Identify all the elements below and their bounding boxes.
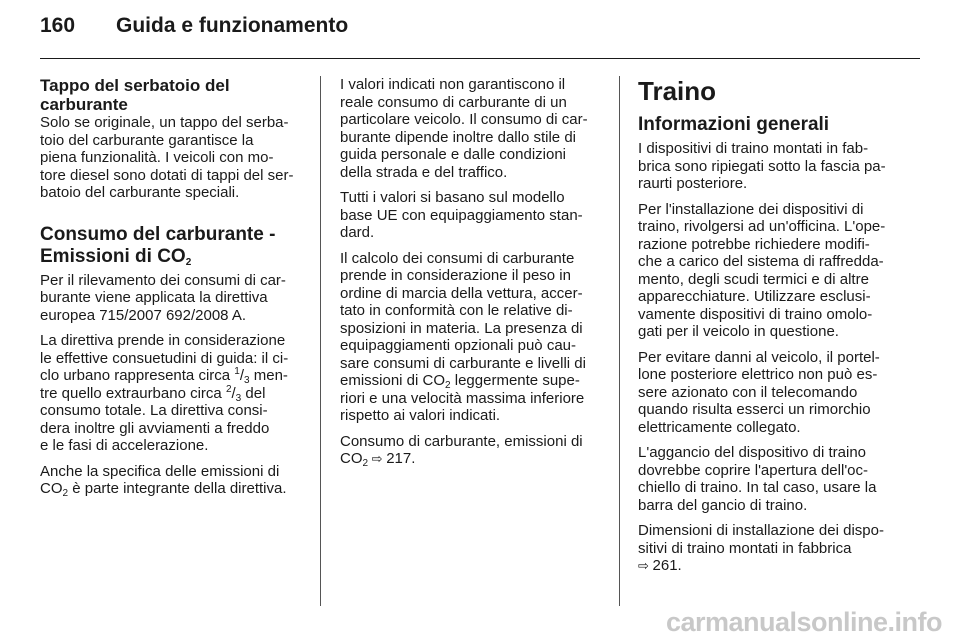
text-line bbox=[340, 372, 608, 390]
text-line: brica sono ripiegati sotto la fascia pa- bbox=[638, 157, 886, 175]
installation-paragraph bbox=[638, 201, 908, 341]
text-line: tore diesel sono dotati di tappi del ser- bbox=[40, 166, 294, 184]
text-line: chiello di traino. In tal caso, usare la bbox=[638, 479, 877, 496]
text-line: guida personale e dalle condizioni bbox=[340, 146, 566, 163]
chapter-title: Guida e funzionamento bbox=[116, 14, 349, 37]
text-line: Consumo di carburante, emissioni di bbox=[340, 432, 583, 450]
header-rule bbox=[40, 58, 920, 59]
tappo-paragraph bbox=[40, 114, 308, 202]
page-header bbox=[40, 14, 348, 46]
subscript: 2 bbox=[185, 256, 192, 268]
emissions-paragraph bbox=[40, 463, 308, 498]
page-reference-link[interactable]: 261. bbox=[652, 557, 682, 574]
text-line: traino, rivolgersi ad un'officina. L'ope- bbox=[638, 218, 886, 235]
text-line: consumo totale. La direttiva consi- bbox=[40, 402, 268, 419]
text-line: dera inoltre gli avviamenti a freddo bbox=[40, 419, 270, 437]
text-line: Per il rilevamento dei consumi di car- bbox=[40, 271, 286, 289]
text-fragment: men- bbox=[249, 367, 288, 384]
text-line: tato in conformità con le relative di- bbox=[340, 302, 573, 319]
text-line: ordine di marcia della vettura, accer- bbox=[340, 284, 583, 302]
text-line: le effettive consuetudini di guida: il ci- bbox=[40, 349, 289, 367]
fraction-denominator: 3 bbox=[235, 392, 242, 404]
subscript: 2 bbox=[362, 458, 369, 469]
text-line: dovrebbe coprire l'apertura dell'oc- bbox=[638, 461, 869, 479]
text-fragment: CO bbox=[40, 480, 63, 497]
calculation-paragraph bbox=[340, 250, 608, 425]
text-line: particolare veicolo. Il consumo di car- bbox=[340, 111, 588, 128]
subscript: 2 bbox=[445, 380, 451, 391]
text-line: equipaggiamenti opzionali può cau- bbox=[340, 337, 577, 354]
text-line: barra del gancio di traino. bbox=[638, 496, 808, 514]
text-line: elettricamente collegato. bbox=[638, 418, 801, 436]
text-fragment: tre quello extraurbano circa bbox=[40, 384, 226, 402]
model-paragraph bbox=[340, 189, 608, 242]
text-line: sare consumi di carburante e livelli di bbox=[340, 354, 586, 372]
text-line bbox=[40, 480, 308, 498]
heading-text: Emissioni di CO bbox=[40, 245, 186, 267]
watermark: carmanualsonline.info bbox=[665, 607, 942, 637]
subscript: 2 bbox=[62, 488, 69, 499]
text-line: tre quello extraurbano circa $^2/_3$ del bbox=[40, 383, 266, 404]
text-line: vamente dispositivi di traino omolo- bbox=[638, 305, 873, 323]
text-line: I dispositivi di traino montati in fab- bbox=[638, 140, 869, 157]
hitch-paragraph bbox=[638, 444, 908, 514]
text-line: europea 715/2007 692/2008 A. bbox=[40, 306, 247, 324]
guarantee-paragraph bbox=[340, 76, 608, 181]
text-line: lone posteriore elettrico non può es- bbox=[638, 366, 878, 383]
text-line: base UE con equipaggiamento stan- bbox=[340, 206, 583, 224]
text-line: reale consumo di carburante di un bbox=[340, 93, 567, 111]
text-line: Per evitare danni al veicolo, il portel- bbox=[638, 348, 880, 366]
text-line: L'aggancio del dispositivo di traino bbox=[638, 444, 867, 461]
page-reference-link[interactable]: 217. bbox=[386, 450, 416, 467]
text-line: raurti posteriore. bbox=[638, 175, 748, 192]
text-line: che a carico del sistema di raffredda- bbox=[638, 253, 884, 270]
cycle-paragraph bbox=[40, 332, 308, 455]
text-line: batoio del carburante speciali. bbox=[40, 184, 240, 201]
tailgate-paragraph bbox=[638, 349, 908, 437]
page-reference-icon: ⇨ bbox=[638, 558, 653, 573]
text-line: burante dipende inoltre dallo stile di bbox=[340, 128, 576, 146]
text-line: Per l'installazione dei dispositivi di bbox=[638, 200, 864, 218]
text-line: prende in considerazione il peso in bbox=[340, 267, 571, 284]
tappo-heading bbox=[40, 76, 308, 114]
towing-intro-paragraph bbox=[638, 140, 908, 193]
fraction-numerator: 1 bbox=[234, 366, 240, 377]
text-fragment: clo urbano rappresenta circa bbox=[40, 367, 235, 384]
text-line: razione potrebbe richiedere modifi- bbox=[638, 235, 870, 253]
heading-line: carburante bbox=[40, 95, 128, 114]
text-fragment: emissioni di CO bbox=[340, 372, 446, 389]
text-line: toio del carburante garantisce la bbox=[40, 131, 254, 149]
text-line: e le fasi di accelerazione. bbox=[40, 437, 209, 454]
text-line: rispetto ai valori indicati. bbox=[340, 407, 501, 424]
column-divider-1 bbox=[320, 76, 321, 606]
text-line: riori e una velocità massima inferiore bbox=[340, 389, 585, 407]
page-number: 160 bbox=[40, 14, 76, 37]
text-line: Anche la specifica delle emissioni di bbox=[40, 462, 280, 480]
text-line: dard. bbox=[340, 224, 375, 241]
text-line: La direttiva prende in considerazione bbox=[40, 332, 286, 349]
text-line: Dimensioni di installazione dei dispo- bbox=[638, 522, 884, 539]
text-fragment: CO bbox=[340, 450, 363, 467]
text-line: clo urbano rappresenta circa $^1/_3$ men- bbox=[40, 366, 288, 386]
column-3 bbox=[638, 76, 908, 583]
directive-paragraph bbox=[40, 272, 308, 325]
section-title: Traino bbox=[638, 76, 717, 106]
heading-line bbox=[40, 246, 308, 268]
text-fragment: leggermente supe- bbox=[450, 372, 580, 389]
heading-line: Tappo del serbatoio del bbox=[40, 76, 230, 95]
fraction-denominator: 3 bbox=[244, 375, 250, 386]
text-fragment: è parte integrante della direttiva. bbox=[68, 480, 287, 497]
text-line: Solo se originale, un tappo del serba- bbox=[40, 114, 289, 131]
text-line: quando risulta esserci un rimorchio bbox=[638, 401, 871, 418]
text-line bbox=[638, 557, 908, 575]
crossref-paragraph bbox=[340, 433, 608, 468]
column-1 bbox=[40, 76, 308, 506]
text-line: della strada e del traffico. bbox=[340, 163, 508, 181]
text-line: I valori indicati non garantiscono il bbox=[340, 76, 566, 93]
dimensions-paragraph bbox=[638, 522, 908, 575]
text-line: Il calcolo dei consumi di carburante bbox=[340, 249, 575, 267]
consumo-heading bbox=[40, 224, 308, 268]
text-line: piena funzionalità. I veicoli con mo- bbox=[40, 149, 274, 166]
text-line: sitivi di traino montati in fabbrica bbox=[638, 539, 852, 557]
text-fragment: del bbox=[241, 384, 266, 402]
page-reference-icon: ⇨ bbox=[368, 451, 387, 466]
text-line: burante viene applicata la direttiva bbox=[40, 289, 268, 306]
column-2 bbox=[340, 76, 608, 476]
heading-line: Consumo del carburante - bbox=[40, 223, 276, 245]
fraction-numerator: 2 bbox=[225, 383, 232, 395]
text-line: gati per il veicolo in questione. bbox=[638, 323, 839, 340]
text-line: mento, degli scudi termici e di altre bbox=[638, 270, 869, 288]
text-line bbox=[340, 450, 608, 468]
text-line: apparecchiature. Utilizzare esclusi- bbox=[638, 288, 871, 305]
section-subtitle: Informazioni generali bbox=[638, 114, 830, 135]
text-line: sposizioni in materia. La presenza di bbox=[340, 319, 583, 337]
text-line: Tutti i valori si basano sul modello bbox=[340, 189, 565, 206]
text-line: sere azionato con il telecomando bbox=[638, 383, 858, 401]
column-divider-2 bbox=[619, 76, 620, 606]
